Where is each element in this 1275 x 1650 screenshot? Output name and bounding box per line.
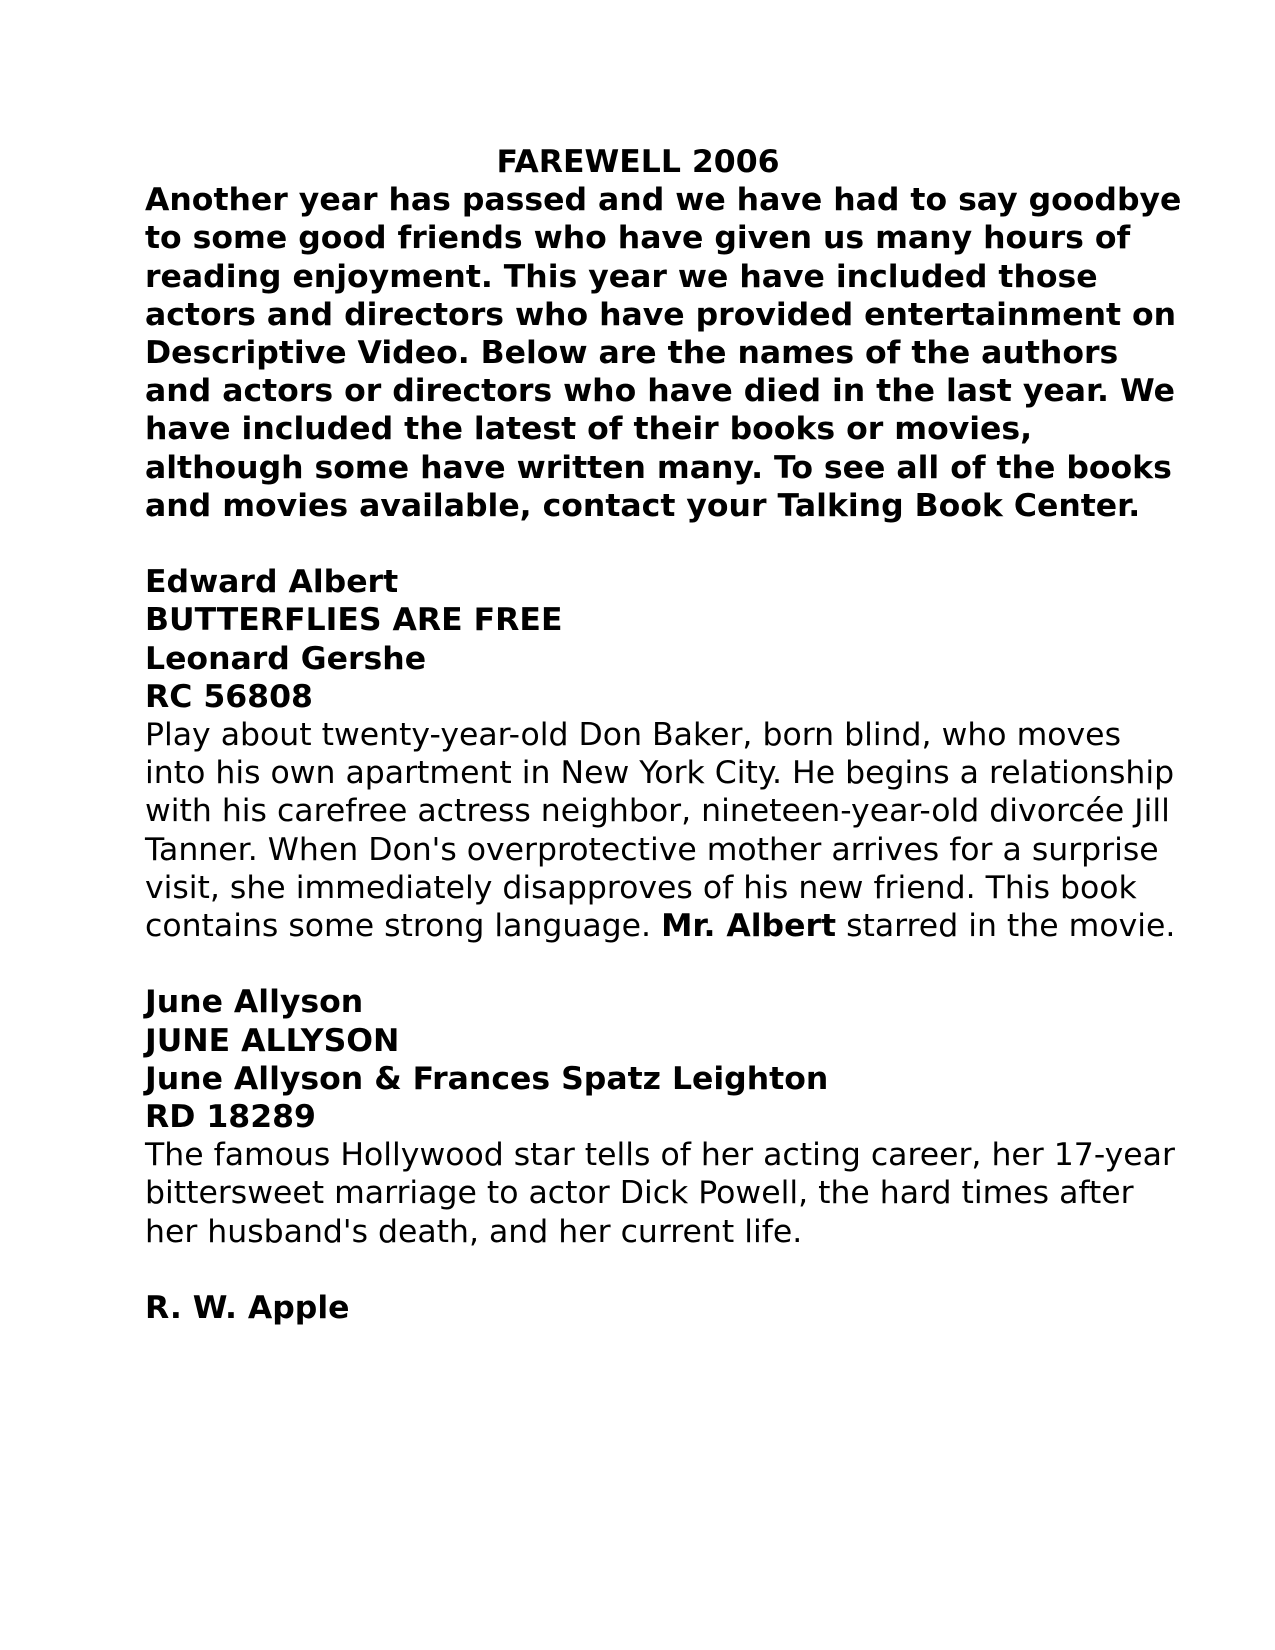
spacer: [145, 945, 1125, 983]
entry-person: Edward Albert: [145, 564, 399, 601]
description-line: The famous Hollywood star tells of her acting career, her 17-year: [145, 1137, 1175, 1174]
entry-work-title: JUNE ALLYSON: [145, 1022, 400, 1059]
description-bold-name: Mr. Albert: [661, 908, 837, 945]
description-line: Play about twenty-year-old Don Baker, born blind, who moves: [145, 717, 1121, 754]
description-line: with his carefree actress neighbor, nineteen-year-old divorcée Jill: [145, 793, 1170, 830]
description-text: contains some strong language.: [145, 908, 662, 945]
entry-work-title: BUTTERFLIES ARE FREE: [145, 602, 563, 639]
entry-description: [145, 716, 1176, 945]
description-line: bittersweet marriage to actor Dick Powell, the hard times after: [145, 1175, 1134, 1212]
intro-paragraph: [145, 181, 1182, 525]
entry-person: R. W. Apple: [145, 1290, 350, 1327]
description-line: visit, she immediately disapproves of his new friend. This book: [145, 869, 1137, 906]
page-title: FAREWELL 2006: [496, 144, 780, 180]
description-text: starred in the movie.: [836, 908, 1176, 945]
description-line: into his own apartment in New York City. He begins a relationship: [145, 755, 1175, 792]
entry-june-allyson: [145, 983, 1175, 1250]
intro-line: and actors or directors who have died in the last year. We: [145, 373, 1175, 410]
entry-person: June Allyson: [145, 984, 364, 1021]
spacer: [145, 525, 1125, 563]
entry-author: Leonard Gershe: [145, 640, 427, 677]
entry-catalog-number: RD 18289: [145, 1099, 316, 1136]
description-line: her husband's death, and her current life.: [145, 1213, 803, 1250]
entry-description: [145, 1136, 1175, 1251]
spacer: [145, 1251, 1125, 1289]
intro-line: and movies available, contact your Talking Book Center.: [145, 487, 1141, 524]
intro-line: although some have written many. To see all of the books: [145, 449, 1172, 486]
intro-line: have included the latest of their books or movies,: [145, 411, 1033, 448]
intro-line: Descriptive Video. Below are the names of the authors: [145, 335, 1119, 372]
description-line-final: [145, 907, 1176, 945]
intro-line: actors and directors who have provided entertainment on: [145, 296, 1177, 333]
intro-line: reading enjoyment. This year we have included those: [145, 258, 1098, 295]
entry-author: June Allyson & Frances Spatz Leighton: [145, 1060, 829, 1097]
intro-line: Another year has passed and we have had to say goodbye: [145, 182, 1182, 219]
intro-line: to some good friends who have given us many hours of: [145, 220, 1131, 257]
page-content: [145, 143, 1182, 1327]
entry-catalog-number: RC 56808: [145, 678, 313, 715]
description-line: Tanner. When Don's overprotective mother arrives for a surprise: [145, 831, 1159, 868]
entry-r-w-apple: [145, 1289, 1125, 1327]
entry-edward-albert: [145, 563, 1176, 945]
